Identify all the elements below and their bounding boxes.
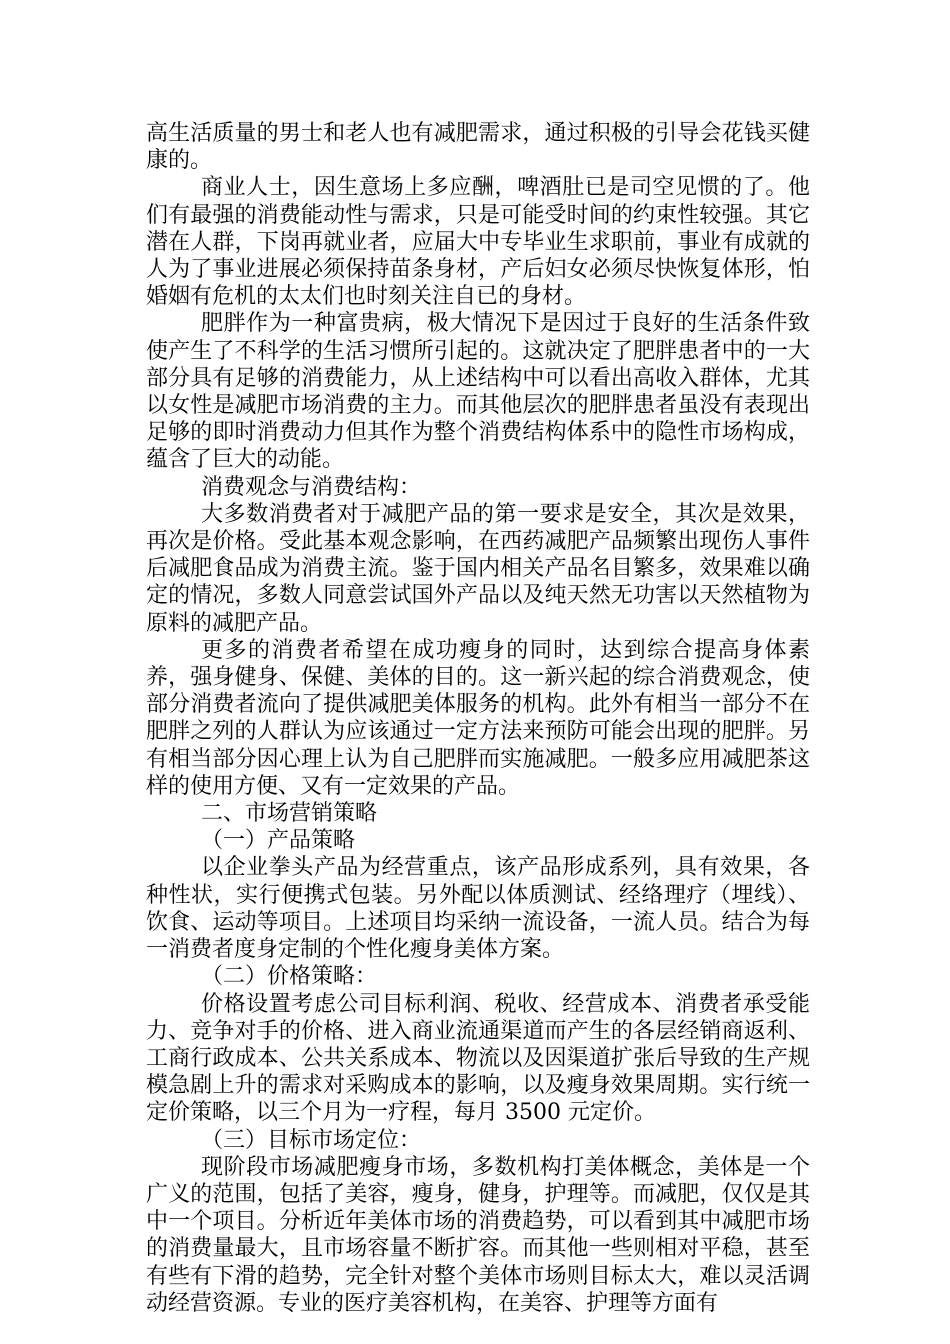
paragraph-price-strategy: 价格设置考虑公司目标利润、税收、经营成本、消费者承受能力、竞争对手的价格、进入商业流通渠道而产生的各层经销商返利、工商行政成本、公共关系成本、物流以及因渠道扩张后导致的生产规模急剧上升的需求对采购成本的影响，以及瘦身效果周期。实行统一定价策略，以三个月为一疗程，每月 3500 元定价。: [146, 991, 810, 1126]
paragraph-safety-first: 大多数消费者对于减肥产品的第一要求是安全，其次是效果，再次是价格。受此基本观念影响，在西药减肥产品频繁出现伤人事件后减肥食品成为消费主流。鉴于国内相关产品名目繁多，效果难以确定的情况，多数人同意尝试国外产品以及纯天然无功害以天然植物为原料的减肥产品。: [146, 501, 810, 636]
paragraph-target-consumers-continued: 高生活质量的男士和老人也有减肥需求，通过积极的引导会花钱买健康的。: [146, 121, 810, 174]
heading-price-strategy: （二）价格策略：: [201, 964, 378, 990]
heading-consumption-concept: 消费观念与消费结构：: [201, 474, 422, 500]
paragraph-target-market: 现阶段市场减肥瘦身市场，多数机构打美体概念，美体是一个广义的范围，包括了美容，瘦身，健身，护理等。而减肥，仅仅是其中一个项目。分析近年美体市场的消费趋势，可以看到其中减肥市场的消费量最大，且市场容量不断扩容。而其他一些则相对平稳，甚至有些有下滑的趋势，完全针对整个美体市场则目标太大，难以灵活调动经营资源。专业的医疗美容机构，在美容、护理等方面有: [146, 1154, 810, 1316]
heading-target-market: （三）目标市场定位：: [201, 1127, 422, 1153]
paragraph-business-people: 商业人士，因生意场上多应酬，啤酒肚已是司空见惯的了。他们有最强的消费能动性与需求，只是可能受时间的约束性较强。其它潜在人群，下岗再就业者，应届大中专毕业生求职前，事业有成就的人为了事业进展必须保持苗条身材，产后妇女必须尽快恢复体形，怕婚姻有危机的太太们也时刻关注自已的身材。: [146, 175, 810, 310]
document-page: [146, 120, 810, 1317]
heading-product-strategy: （一）产品策略: [201, 828, 356, 854]
paragraph-obesity-wealth-disease: 肥胖作为一种富贵病，极大情况下是因过于良好的生活条件致使产生了不科学的生活习惯所引起的。这就决定了肥胖患者中的一大部分具有足够的消费能力，从上述结构中可以看出高收入群体，尤其以女性是减肥市场消费的主力。而其他层次的肥胖患者虽没有表现出足够的即时消费动力但其作为整个消费结构体系中的隐性市场构成，蕴含了巨大的动能。: [146, 311, 810, 473]
paragraph-product-strategy: 以企业拳头产品为经营重点，该产品形成系列，具有效果，各种性状，实行便携式包装。另外配以体质测试、经络理疗（埋线）、饮食、运动等项目。上述项目均采纳一流设备，一流人员。结合为每一消费者度身定制的个性化瘦身美体方案。: [146, 855, 810, 963]
heading-marketing-strategy: 二、市场营销策略: [201, 801, 378, 827]
paragraph-comprehensive-consumption: 更多的消费者希望在成功瘦身的同时，达到综合提高身体素养，强身健身、保健、美体的目的。这一新兴起的综合消费观念，使部分消费者流向了提供减肥美体服务的机构。此外有相当一部分不在肥胖之列的人群认为应该通过一定方法来预防可能会出现的肥胖。另有相当部分因心理上认为自己肥胖而实施减肥。一般多应用减肥茶这样的使用方便、又有一定效果的产品。: [146, 637, 810, 799]
